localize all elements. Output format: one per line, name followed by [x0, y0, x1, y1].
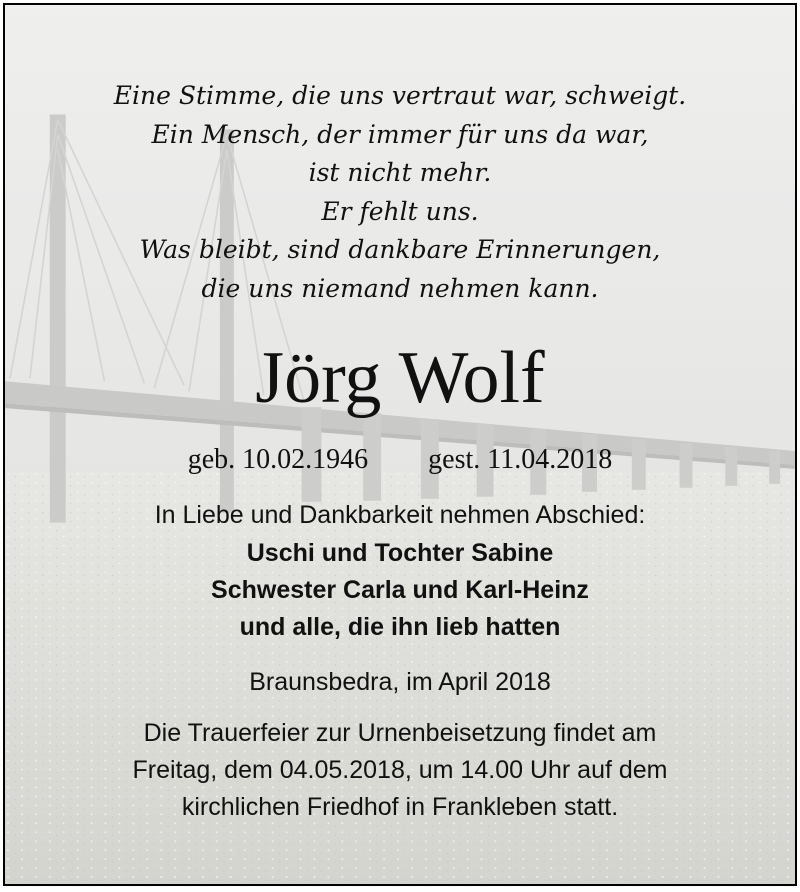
life-dates	[5, 443, 795, 477]
service-line: Freitag, dem 04.05.2018, um 14.00 Uhr auf dem	[132, 756, 668, 784]
farewell-intro: In Liebe und Dankbarkeit nehmen Abschied:	[154, 501, 646, 529]
place-and-date: Braunsbedra, im April 2018	[249, 668, 551, 696]
poem-line: Eine Stimme, die uns vertraut war, schweigt.	[113, 81, 687, 110]
service-line: Die Trauerfeier zur Urnenbeisetzung findet am	[143, 719, 657, 747]
poem-line: die uns niemand nehmen kann.	[201, 273, 599, 303]
birth-date: geb. 10.02.1946	[187, 444, 369, 475]
mourner-line: Uschi und Tochter Sabine	[246, 539, 554, 567]
death-date: gest. 11.04.2018	[428, 444, 613, 475]
mourner-line: und alle, die ihn lieb hatten	[239, 613, 561, 641]
notice-content	[5, 5, 795, 884]
service-line: kirchlichen Friedhof in Frankleben statt.	[181, 793, 619, 821]
funeral-service-info	[5, 715, 795, 826]
obituary-notice	[3, 3, 797, 886]
poem-line: Ein Mensch, der immer für uns da war,	[151, 119, 649, 149]
memorial-poem	[5, 77, 795, 308]
poem-line: Was bleibt, sind dankbare Erinnerungen,	[139, 235, 661, 264]
mourners-list	[5, 535, 795, 646]
poem-line: ist nicht mehr.	[308, 158, 492, 187]
mourner-line: Schwester Carla und Karl-Heinz	[211, 576, 589, 604]
deceased-name: Jörg Wolf	[255, 337, 545, 419]
poem-line: Er fehlt uns.	[321, 196, 479, 226]
